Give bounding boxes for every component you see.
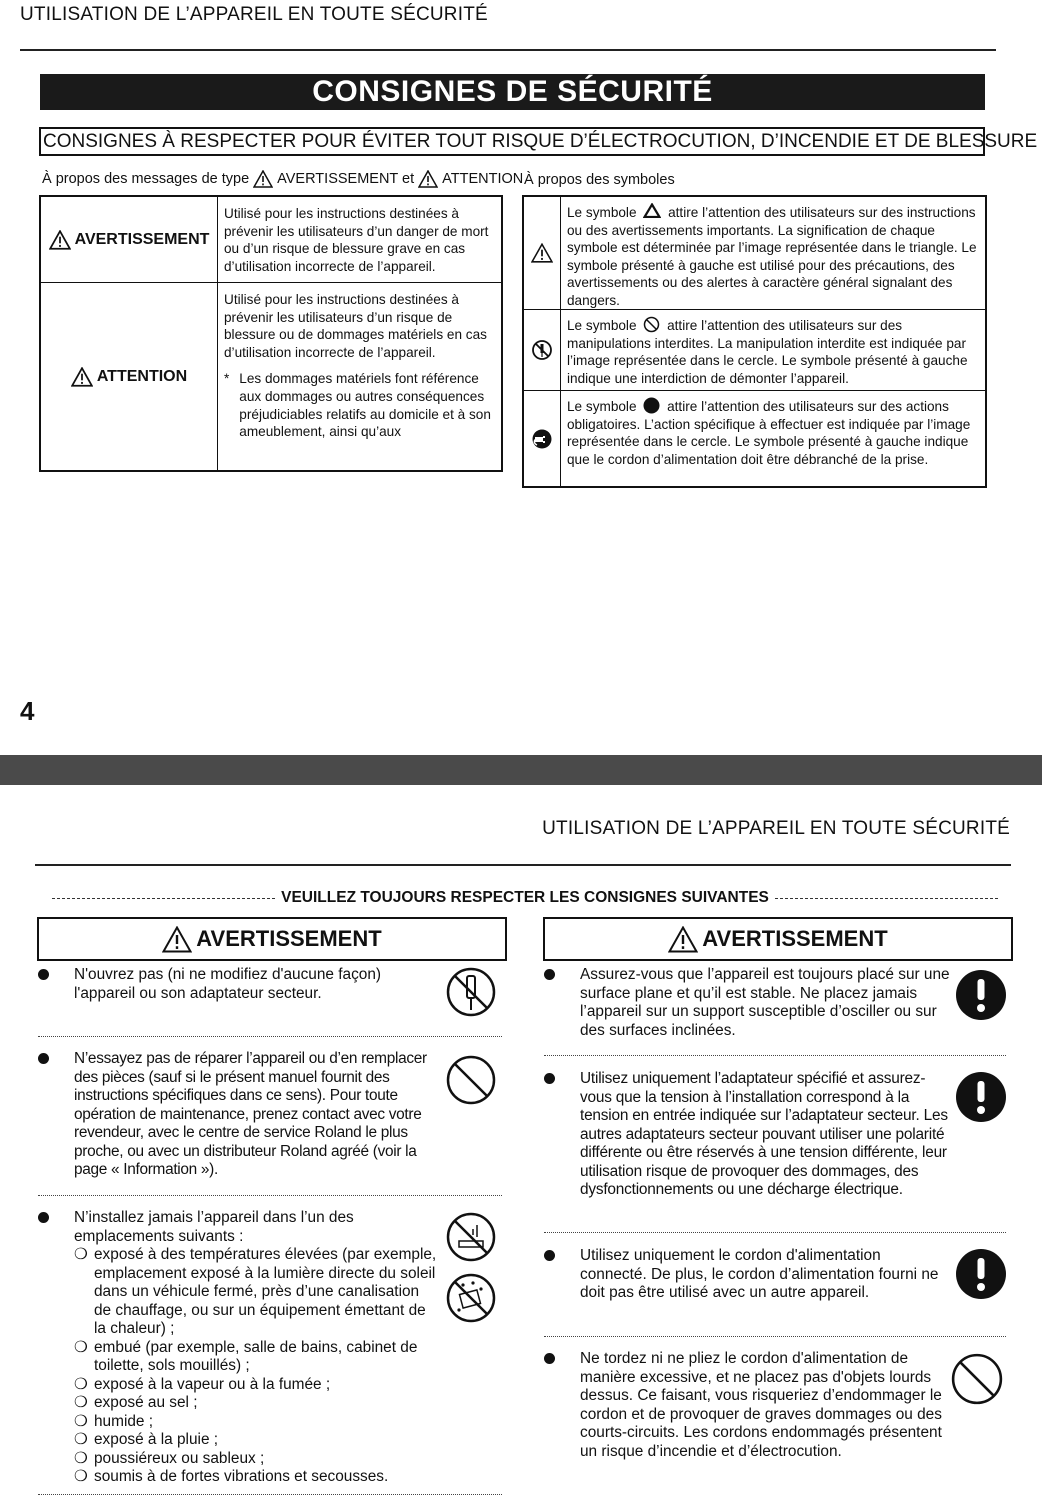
- caption-part-c: ATTENTION: [442, 171, 524, 187]
- list-item: [38, 1050, 438, 1180]
- warning-triangle-icon: [253, 170, 273, 188]
- symbol-text: [561, 391, 985, 486]
- message-row-warning: [41, 197, 501, 282]
- item-text: N’installez jamais l’appareil dans l’un des emplacements suivants :: [74, 1209, 354, 1245]
- symbol-icon-cell: [524, 197, 561, 309]
- page-separator: [0, 755, 1042, 785]
- mandatory-icon: [955, 1248, 1007, 1300]
- mandatory-icon: [955, 1071, 1007, 1123]
- no-disassemble-icon: [531, 339, 553, 361]
- message-label-caution: [41, 283, 218, 470]
- list-item: [544, 1247, 944, 1303]
- symbols-table: [522, 195, 987, 488]
- item-text: Utilisez uniquement le cordon d'alimentation connecté. De plus, le cordon d’alimentation fourni ne doit pas être utilisé avec un autre appareil.: [580, 1247, 939, 1301]
- symbols-caption: À propos des symboles: [524, 172, 675, 188]
- sub-list-item: [74, 1246, 438, 1339]
- page-number: 4: [20, 696, 35, 726]
- subtitle-box: CONSIGNES À RESPECTER POUR ÉVITER TOUT RISQUE D’ÉLECTROCUTION, D’INCENDIE ET DE BLESSURE: [39, 127, 985, 156]
- sub-list-item: [74, 1450, 438, 1469]
- list-item: [38, 1209, 438, 1487]
- message-text-warning: Utilisé pour les instructions destinées à prévenir les utilisateurs d’un danger de mort ou d’un risque de blessure grave en cas d’utilisation incorrecte de l’appareil.: [224, 206, 489, 274]
- bullet: [544, 1250, 555, 1261]
- symbol-text: [561, 310, 985, 390]
- triangle-symbol-icon: [643, 203, 661, 218]
- list-item: [38, 966, 408, 1003]
- sub-item-text: exposé à des températures élevées (par exemple, emplacement exposé à la lumière directe du soleil dans un véhicule fermé, près d’une canalisation de chauffage, ou sur un équipement émettant de la chaleur) ;: [94, 1246, 437, 1337]
- symbol-text-pre: Le symbole: [567, 205, 637, 220]
- bullet: [38, 1212, 49, 1223]
- divider: [38, 1195, 502, 1196]
- message-row-caution: [41, 282, 501, 470]
- message-text-caution: [218, 283, 501, 470]
- sub-bullet: ❍: [74, 1449, 88, 1467]
- divider: [544, 1055, 1006, 1056]
- warning-triangle-icon: [418, 170, 438, 188]
- bullet: [544, 969, 555, 980]
- warning-triangle-icon: [531, 243, 553, 263]
- sub-item-text: poussiéreux ou sableux ;: [94, 1449, 265, 1467]
- sub-list-item: [74, 1339, 438, 1376]
- prohibited-icon: [445, 1054, 497, 1106]
- heading-text: AVERTISSEMENT: [196, 926, 382, 951]
- bullet: [38, 1053, 49, 1064]
- sub-list-item: [74, 1431, 438, 1450]
- filled-circle-symbol-icon: [643, 397, 660, 414]
- prohibited-icon: [950, 1352, 1004, 1406]
- label-text: ATTENTION: [96, 367, 188, 385]
- sub-list-item: [74, 1468, 438, 1487]
- warning-heading-left: [37, 917, 507, 961]
- sub-bullet: ❍: [74, 1246, 88, 1263]
- divider: [544, 1232, 1006, 1233]
- bullet: [544, 1073, 555, 1084]
- dash-right: [775, 898, 998, 899]
- sub-item-text: exposé à la pluie ;: [94, 1431, 219, 1448]
- symbol-row-mandatory: [524, 390, 985, 486]
- unplug-icon: [531, 428, 553, 450]
- warning-triangle-icon: [162, 926, 192, 953]
- symbol-text: [561, 197, 985, 309]
- sub-list-item: [74, 1376, 438, 1395]
- list-item: [544, 1070, 954, 1200]
- caption-part-b: AVERTISSEMENT et: [277, 171, 415, 187]
- message-label-warning: [41, 197, 218, 282]
- banner-title: CONSIGNES DE SÉCURITÉ: [40, 74, 985, 110]
- sub-item-text: exposé à la vapeur ou à la fumée ;: [94, 1375, 331, 1393]
- symbol-icon-cell: [524, 310, 561, 390]
- label-text: AVERTISSEMENT: [74, 230, 210, 248]
- divider: [38, 1494, 502, 1495]
- bullet: [544, 1353, 555, 1364]
- sub-bullet: ❍: [74, 1338, 88, 1356]
- sub-bullet: ❍: [74, 1468, 88, 1485]
- warning-triangle-icon: [668, 926, 698, 953]
- heading-text: AVERTISSEMENT: [702, 926, 888, 951]
- warning-triangle-icon: [49, 230, 71, 250]
- header-rule: [20, 49, 996, 51]
- header-rule: [35, 864, 1011, 866]
- divider: [38, 1036, 502, 1037]
- section-title: VEUILLEZ TOUJOURS RESPECTER LES CONSIGNES SUIVANTES: [281, 889, 769, 906]
- symbol-text-post: attire l’attention des utilisateurs sur des manipulations interdites. La manipulation interdite est indiquée par l’image représentée dans le cercle. Le symbole présenté à gauche indique une interdiction de démonter l’appareil.: [567, 318, 968, 386]
- messages-caption: [42, 170, 523, 188]
- mandatory-icon: [955, 969, 1007, 1021]
- warning-triangle-icon: [71, 367, 93, 387]
- sub-bullet: ❍: [74, 1394, 88, 1411]
- page-header: UTILISATION DE L’APPAREIL EN TOUTE SÉCURITÉ: [542, 818, 1010, 839]
- note-star: *: [224, 371, 230, 387]
- item-text: Ne tordez ni ne pliez le cordon d'alimentation de manière excessive, et ne placez pas d'objets lourds dessus. Ce faisant, vous risqueriez d’endommager le cordon et de provoquer de graves dommages ou des courts-circuits. Les cordons endommagés présentent un risque d’incendie et d’électrocution.: [580, 1350, 942, 1460]
- sub-item-text: exposé au sel ;: [94, 1394, 198, 1411]
- symbol-icon-cell: [524, 391, 561, 486]
- item-text: Assurez-vous que l’appareil est toujours placé sur une surface plane et qu’il est stable. Ne placez jamais l’appareil sur un support susceptible d’osciller ou sur des surfaces inclinées.: [580, 966, 950, 1039]
- symbol-row-prohibited: [524, 309, 985, 390]
- sub-list-item: [74, 1394, 438, 1413]
- sub-bullet: ❍: [74, 1375, 88, 1393]
- caption-part-a: À propos des messages de type: [42, 171, 250, 187]
- note-text: Les dommages matériels font référence aux dommages ou autres conséquences préjudiciables relatifs au domicile et à son ameublement, ainsi qu’aux: [239, 371, 491, 440]
- item-text: N’essayez pas de réparer l’appareil ou d’en remplacer des pièces (sauf si le présent manuel fournit des instructions spécifiques dans ce sens). Pour toute opération de maintenance, prenez contact avec votre revendeur, avec le centre de service Roland le plus proche, ou avec un distributeur Roland agréé (voir la page « Information »).: [74, 1050, 427, 1178]
- sub-item-text: humide ;: [94, 1412, 154, 1430]
- sub-item-text: soumis à de fortes vibrations et secousses.: [94, 1468, 389, 1485]
- no-disassemble-icon: [445, 966, 497, 1018]
- item-text: N'ouvrez pas (ni ne modifiez d'aucune façon) l'appareil ou son adaptateur secteur.: [74, 966, 382, 1002]
- messages-table: [39, 195, 503, 472]
- no-wet-place-icon: [445, 1211, 497, 1263]
- dash-left: [52, 898, 275, 899]
- sub-bullet: ❍: [74, 1412, 88, 1430]
- symbol-text-post: attire l’attention des utilisateurs sur des instructions ou des avertissements importants. La signification de chaque symbole est déterminée par l’image représentée dans le triangle. Le symbole présenté à gauche est utilisé pour des précautions, des avertissements ou des alertes à caractère général signalant des dangers.: [567, 205, 977, 308]
- sub-item-text: embué (par exemple, salle de bains, cabinet de toilette, sols mouillés) ;: [94, 1338, 418, 1374]
- no-rain-icon: [445, 1272, 497, 1324]
- list-item: [544, 966, 964, 1040]
- symbol-text-pre: Le symbole: [567, 399, 637, 414]
- bullet: [38, 969, 49, 980]
- page-header: UTILISATION DE L’APPAREIL EN TOUTE SÉCURITÉ: [20, 4, 488, 25]
- sub-list: [74, 1246, 438, 1487]
- prohibited-symbol-icon: [643, 316, 660, 333]
- symbol-row-triangle: [524, 197, 985, 309]
- symbol-text-post: attire l’attention des utilisateurs sur des actions obligatoires. L’action spécifique à effectuer est indiquée par l’image représentée dans le cercle. Le symbole présenté à gauche indique que le cordon d’alimentation doit être débranché de la prise.: [567, 399, 971, 467]
- sub-list-item: [74, 1413, 438, 1432]
- caution-note: [224, 370, 495, 440]
- section-title-row: [52, 889, 998, 907]
- symbol-text-pre: Le symbole: [567, 318, 637, 333]
- divider: [544, 1336, 1006, 1337]
- caution-description: Utilisé pour les instructions destinées à prévenir les utilisateurs d’un risque de blessure ou de dommages matériels en cas d’utilisation incorrecte de l’appareil.: [224, 292, 487, 360]
- list-item: [544, 1350, 944, 1461]
- sub-bullet: ❍: [74, 1431, 88, 1448]
- warning-heading-right: [543, 917, 1013, 961]
- item-text: Utilisez uniquement l’adaptateur spécifié et assurez-vous que la tension à l’installation correspond à la tension en entrée indiquée sur l’adaptateur secteur. Les autres adaptateurs secteur pouvant utiliser une polarité différente ou être réservés à une tension différente, leur utilisation risque de provoquer des dommages, des dysfonctionnements ou une décharge électrique.: [580, 1070, 948, 1198]
